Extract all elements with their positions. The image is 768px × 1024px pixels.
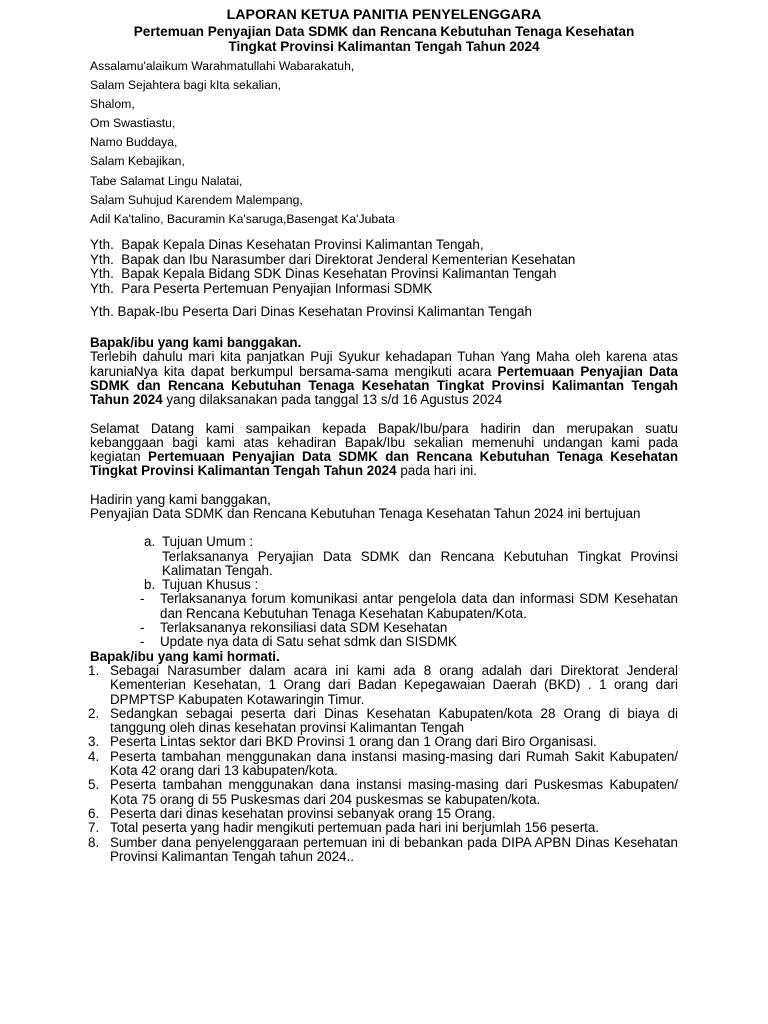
section2-intro1: Hadirin yang kami banggakan, bbox=[90, 491, 271, 507]
goal-specific bbox=[144, 578, 678, 592]
goal-specific-title: Tujuan Khusus : bbox=[162, 577, 259, 593]
list-item: 5. Peserta tambahan menggunakan dana instansi masing-masing dari Puskesmas Kabupaten/ Kota 75 orang di 55 Puskesmas dari 204 puskesmas se kabupaten/kota. bbox=[88, 777, 678, 807]
list-item: 1. Sebagai Narasumber dalam acara ini kami ada 8 orang adalah dari Direktorat Jenderal Kementerian Kesehatan, 1 Orang dari Badan Kepegawaian Daerah (BKD) . 1 orang dari DPMPTSP Kabupaten Kotawaringin Timur. bbox=[88, 662, 678, 707]
dash-bullet: - bbox=[140, 634, 145, 650]
greeting-line: Tabe Salamat Lingu Nalatai, bbox=[90, 173, 243, 188]
addressee-line: Yth. Bapak Kepala Dinas Kesehatan Provinsi Kalimantan Tengah, bbox=[90, 236, 484, 252]
opening-paragraph: Terlebih dahulu mari kita panjatkan Puji Syukur kehadapan Tuhan Yang Maha oleh karena atas karuniaNya kita dapat berkumpul bersama-sama mengikuti acara Pertemuaan Penyajian Data SDMK dan Rencana Kebutuhan Tenaga Kesehatan Tingkat Provinsi Kalimantan Tengah Tahun 2024 yang dilaksanakan pada tanggal 13 s/d 16 Agustus 2024 bbox=[90, 349, 678, 408]
addressee-line: Yth. Bapak dan Ibu Narasumber dari Direktorat Jenderal Kementerian Kesehatan bbox=[90, 251, 576, 267]
greeting-line: Adil Ka'talino, Bacuramin Ka'saruga,Basengat Ka'Jubata bbox=[90, 211, 396, 226]
dash-bullet: - bbox=[140, 620, 145, 636]
goal-general bbox=[144, 535, 678, 578]
welcome-paragraph: Selamat Datang kami sampaikan kepada Bapak/Ibu/para hadirin dan merupakan suatu kebanggaan bagi kami atas kehadiran Bapak/Ibu sekalian memenuhi undangan kami pada kegiatan Pertemuaan Penyajian Data SDMK dan Rencana Kebutuhan Tenaga Kesehatan Tingkat Provinsi Kalimantan Tengah Tahun 2024 pada hari ini. bbox=[90, 420, 678, 479]
document-body bbox=[90, 57, 678, 864]
list-item: 7. Total peserta yang hadir mengikuti pertemuan pada hari ini berjumlah 156 peserta. bbox=[88, 820, 600, 836]
list-item: - Update nya data di Satu sehat sdmk dan SISDMK bbox=[140, 634, 457, 650]
greeting-line: Shalom, bbox=[90, 97, 135, 112]
addressee-line: Yth. Bapak Kepala Bidang SDK Dinas Kesehatan Provinsi Kalimantan Tengah bbox=[90, 266, 557, 282]
list-item: 6. Peserta dari dinas kesehatan provinsi sebanyak orang 15 Orang. bbox=[88, 805, 496, 821]
goal-general-title: Tujuan Umum : bbox=[162, 534, 254, 550]
list-item: 2. Sedangkan sebagai peserta dari Dinas Kesehatan Kabupaten/kota 28 Orang di biaya di tanggung oleh dinas kesehatan provinsi Kalimantan Tengah bbox=[88, 705, 678, 736]
greeting-line: Salam Kebajikan, bbox=[90, 154, 185, 169]
list-item: 4. Peserta tambahan menggunakan dana instansi masing-masing dari Rumah Sakit Kabupaten/ Kota 42 orang dari 13 kabupaten/kota. bbox=[88, 748, 678, 779]
addressee-list bbox=[90, 238, 678, 297]
dash-bullet: - bbox=[140, 591, 145, 607]
greeting-line: Assalamu'alaikum Warahmatullahi Wabarakatuh, bbox=[90, 59, 355, 73]
list-item: 3. Peserta Lintas sektor dari BKD Provinsi 1 orang dan 1 Orang dari Biro Organisasi. bbox=[88, 734, 597, 750]
addressee-line: Yth. Para Peserta Pertemuan Penyajian Informasi SDMK bbox=[90, 281, 433, 297]
greeting-line: Salam Sejahtera bagi kIta sekalian, bbox=[90, 78, 282, 93]
section2-intro2: Penyajian Data SDMK dan Rencana Kebutuhan Tenaga Kesehatan Tahun 2024 ini bertujuan bbox=[90, 506, 641, 521]
list-item: - Terlaksananya rekonsiliasi data SDM Kesehatan bbox=[140, 620, 448, 636]
greetings-block bbox=[90, 57, 678, 229]
document-subtitle-line2: Tingkat Provinsi Kalimantan Tengah Tahun 2024 bbox=[228, 39, 540, 54]
list-label: b. bbox=[144, 577, 156, 593]
goal-general-text: Terlaksananya Peryajian Data SDMK dan Rencana Kebutuhan Tingkat Provinsi Kalimatan Tengah. bbox=[162, 548, 678, 578]
greeting-line: Salam Suhujud Karendem Malempang, bbox=[90, 192, 303, 207]
list-item: 8. Sumber dana penyelenggaraan pertemuan ini di bebankan pada DIPA APBN Dinas Kesehatan Provinsi Kalimantan Tengah tahun 2024.. bbox=[88, 834, 678, 864]
list-label: a. bbox=[144, 534, 156, 550]
section3-heading: Bapak/ibu yang kami hormati. bbox=[90, 648, 280, 664]
greeting-line: Namo Buddaya, bbox=[90, 135, 178, 150]
list-item: - Terlaksananya forum komunikasi antar pengelola data dan informasi SDM Kesehatan dan Rencana Kebutuhan Tenaga Kesehatan Kabupaten/Kota. bbox=[140, 591, 678, 621]
document-subtitle-line1: Pertemuan Penyajian Data SDMK dan Rencana Kebutuhan Tenaga Kesehatan bbox=[133, 23, 635, 39]
greeting-line: Om Swastiastu, bbox=[90, 116, 176, 131]
addressee-extra: Yth. Bapak-Ibu Peserta Dari Dinas Kesehatan Provinsi Kalimantan Tengah bbox=[90, 304, 532, 320]
document-header bbox=[0, 0, 768, 55]
document-title: LAPORAN KETUA PANITIA PENYELENGGARA bbox=[226, 7, 542, 23]
section1-heading: Bapak/ibu yang kami banggakan. bbox=[90, 335, 302, 351]
